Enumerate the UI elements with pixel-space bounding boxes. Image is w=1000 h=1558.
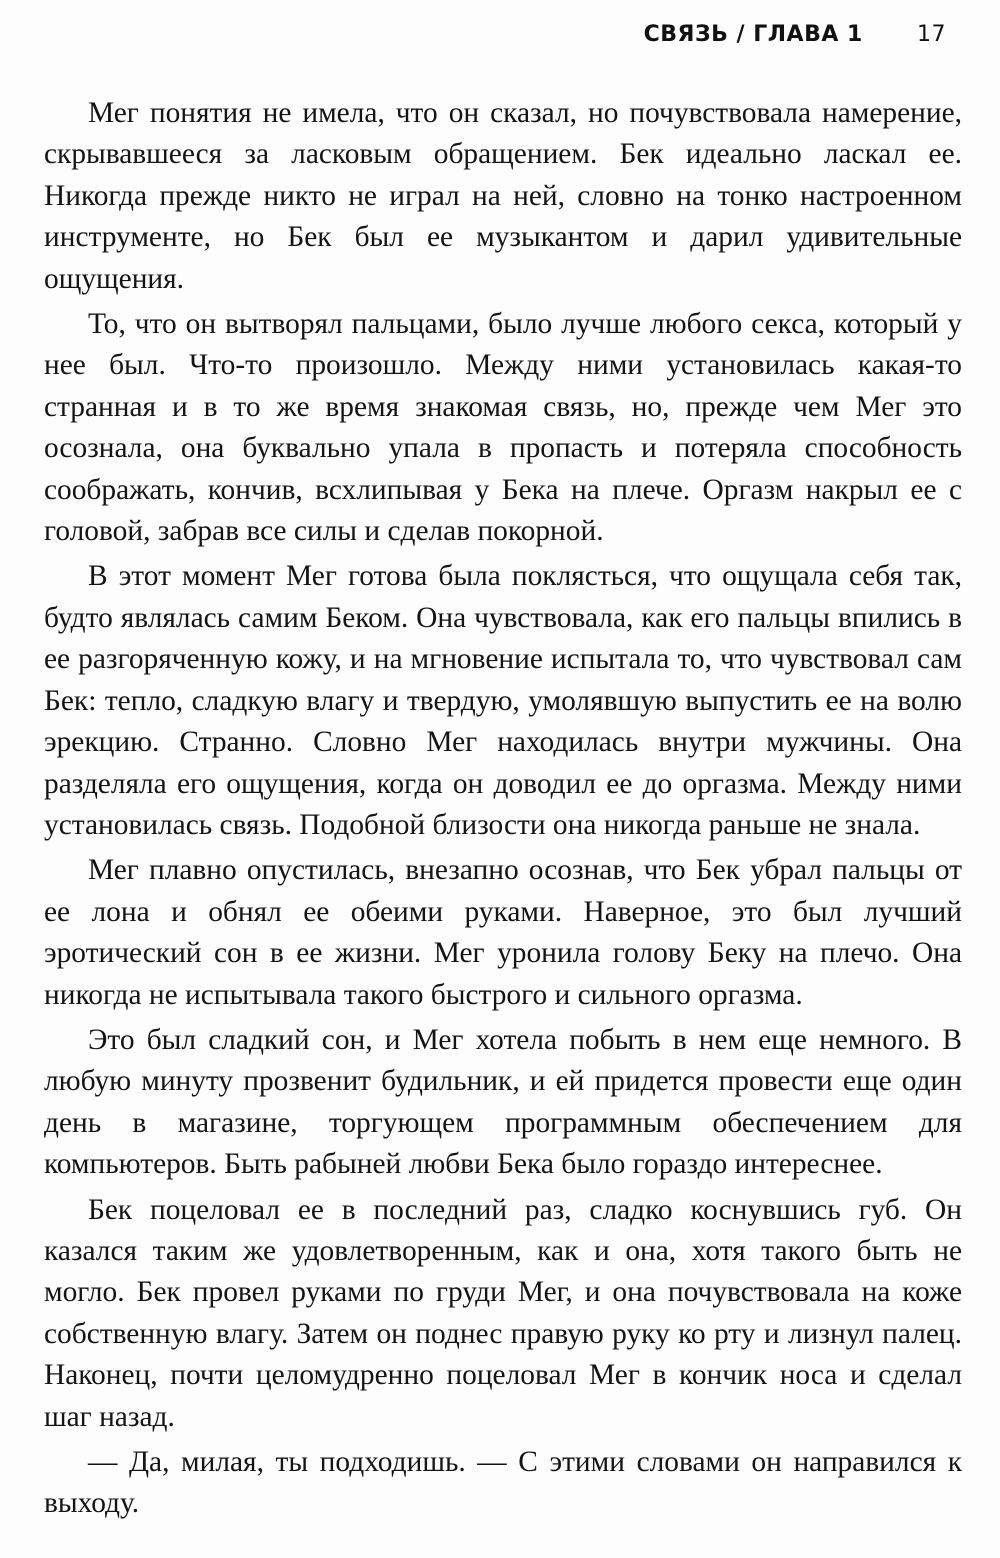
body-text <box>44 93 962 1525</box>
paragraph: То, что он вытворял пальцами, было лучше любого секса, который у нее был. Что-то произошло. Между ними установилась какая-то странная и в то же время знакомая связь, но, прежде чем Мег это осознала, она буквально упала в пропасть и потеряла способность соображать, кончив, всхлипывая у Бека на плече. Оргазм накрыл ее с головой, забрав все силы и сделав покорной. <box>44 308 962 548</box>
paragraph: — Да, милая, ты подходишь. — С этими словами он направился к выходу. <box>44 1446 962 1520</box>
chapter-title: СВЯЗЬ / ГЛАВА 1 <box>643 22 863 47</box>
page-number: 17 <box>917 22 946 47</box>
paragraph: В этот момент Мег готова была поклясться, что ощущала себя так, будто являлась самим Беком. Она чувствовала, как его пальцы впились в ее разгоряченную кожу, и на мгновение испытала то, что чувствовал сам Бек: тепло, сладкую влагу и твердую, умолявшую выпустить ее на волю эрекцию. Странно. Словно Мег находилась внутри мужчины. Она разделяла его ощущения, когда он доводил ее до оргазма. Между ними установилась связь. Подобной близости она никогда раньше не знала. <box>44 560 962 841</box>
paragraph: Мег понятия не имела, что он сказал, но почувствовала намерение, скрывавшееся за ласковым обращением. Бек идеально ласкал ее. Никогда прежде никто не играл на ней, словно на тонко настроенном инструменте, но Бек был ее музыкантом и дарил удивительные ощущения. <box>44 97 962 295</box>
paragraph: Бек поцеловал ее в последний раз, сладко коснувшись губ. Он казался таким же удовлетворенным, как и она, хотя такого быть не могло. Бек провел руками по груди Мег, и она почувствовала на коже собственную влагу. Затем он поднес правую руку ко рту и лизнул палец. Наконец, почти целомудренно поцеловал Мег в кончик носа и сделал шаг назад. <box>44 1193 962 1433</box>
running-head <box>40 22 946 47</box>
paragraph: Это был сладкий сон, и Мег хотела побыть в нем еще немного. В любую минуту прозвенит будильник, и ей придется провести еще один день в магазине, торгующем программным обеспечением для компьютеров. Быть рабыней любви Бека было гораздо интереснее. <box>44 1023 962 1181</box>
paragraph: Мег плавно опустилась, внезапно осознав, что Бек убрал пальцы от ее лона и обнял ее обеими руками. Наверное, это был лучший эротический сон в ее жизни. Мег уронила голову Беку на плечо. Она никогда не испытывала такого быстрого и сильного оргазма. <box>44 854 962 1011</box>
